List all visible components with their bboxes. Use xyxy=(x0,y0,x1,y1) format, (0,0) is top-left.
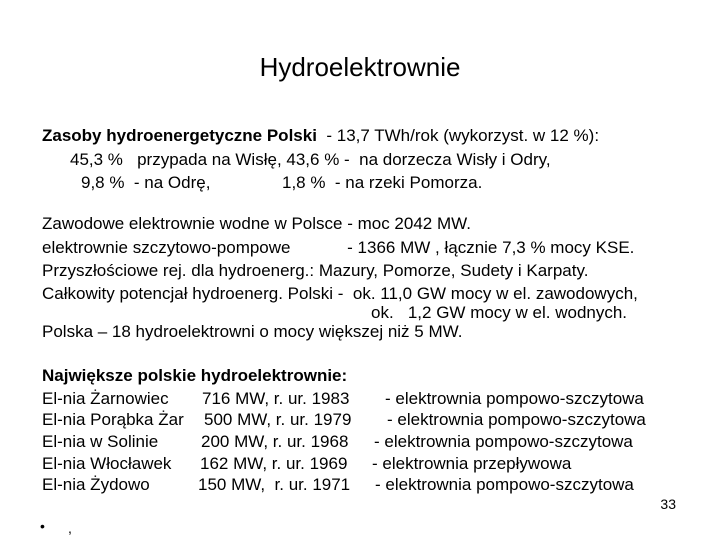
plant-power: 500 MW, r. ur. 1979 xyxy=(204,410,352,429)
resources-heading: Zasoby hydroenergetyczne Polski xyxy=(42,126,317,145)
plant-type: - elektrownia pompowo-szczytowa xyxy=(385,389,644,408)
plant-type: - elektrownia przepływowa xyxy=(372,454,572,473)
largest-heading: Największe polskie hydroelektrownie: xyxy=(42,366,348,385)
plant-power: 150 MW, r. ur. 1971 xyxy=(198,475,351,494)
plant-name: El-nia w Solinie xyxy=(42,432,159,451)
resources-line-3b: 1,8 % - na rzeki Pomorza. xyxy=(282,173,483,192)
resources-heading-rest: - 13,7 TWh/rok (wykorzyst. w 12 %): xyxy=(316,126,600,145)
page-number: 33 xyxy=(660,496,676,512)
slide-title: Hydroelektrownie xyxy=(259,52,461,82)
resources-line-3a: 9,8 % - na Odrę, xyxy=(81,173,211,192)
plant-name: El-nia Włocławek xyxy=(42,454,172,473)
stats-line-2: elektrownie szczytowo-pompowe - 1366 MW , łącznie 7,3 % mocy KSE. xyxy=(42,238,635,257)
plant-name: El-nia Żydowo xyxy=(42,475,150,494)
footer-comma: , xyxy=(68,520,72,536)
resources-line-1 xyxy=(42,126,599,146)
resources-line-2: 45,3 % przypada na Wisłę, 43,6 % - na dorzecza Wisły i Odry, xyxy=(70,150,551,169)
plant-power: 200 MW, r. ur. 1968 xyxy=(201,432,349,451)
plant-name: El-nia Żarnowiec xyxy=(42,389,169,408)
stats-line-4: Całkowity potencjał hydroenerg. Polski - ok. 11,0 GW mocy w el. zawodowych, xyxy=(42,284,638,303)
stats-line-6: Polska – 18 hydroelektrowni o mocy większej niż 5 MW. xyxy=(42,322,463,341)
plant-power: 716 MW, r. ur. 1983 xyxy=(202,389,350,408)
stats-line-1: Zawodowe elektrownie wodne w Polsce - moc 2042 MW. xyxy=(42,214,471,233)
plant-type: - elektrownia pompowo-szczytowa xyxy=(375,475,634,494)
plant-type: - elektrownia pompowo-szczytowa xyxy=(387,410,646,429)
stats-line-5: ok. 1,2 GW mocy w el. wodnych. xyxy=(371,303,628,322)
stats-line-3: Przyszłościowe rej. dla hydroenerg.: Mazury, Pomorze, Sudety i Karpaty. xyxy=(42,261,589,280)
plant-power: 162 MW, r. ur. 1969 xyxy=(200,454,348,473)
bullet-icon: • xyxy=(40,518,45,534)
plant-type: - elektrownia pompowo-szczytowa xyxy=(374,432,633,451)
plant-name: El-nia Porąbka Żar xyxy=(42,410,184,429)
